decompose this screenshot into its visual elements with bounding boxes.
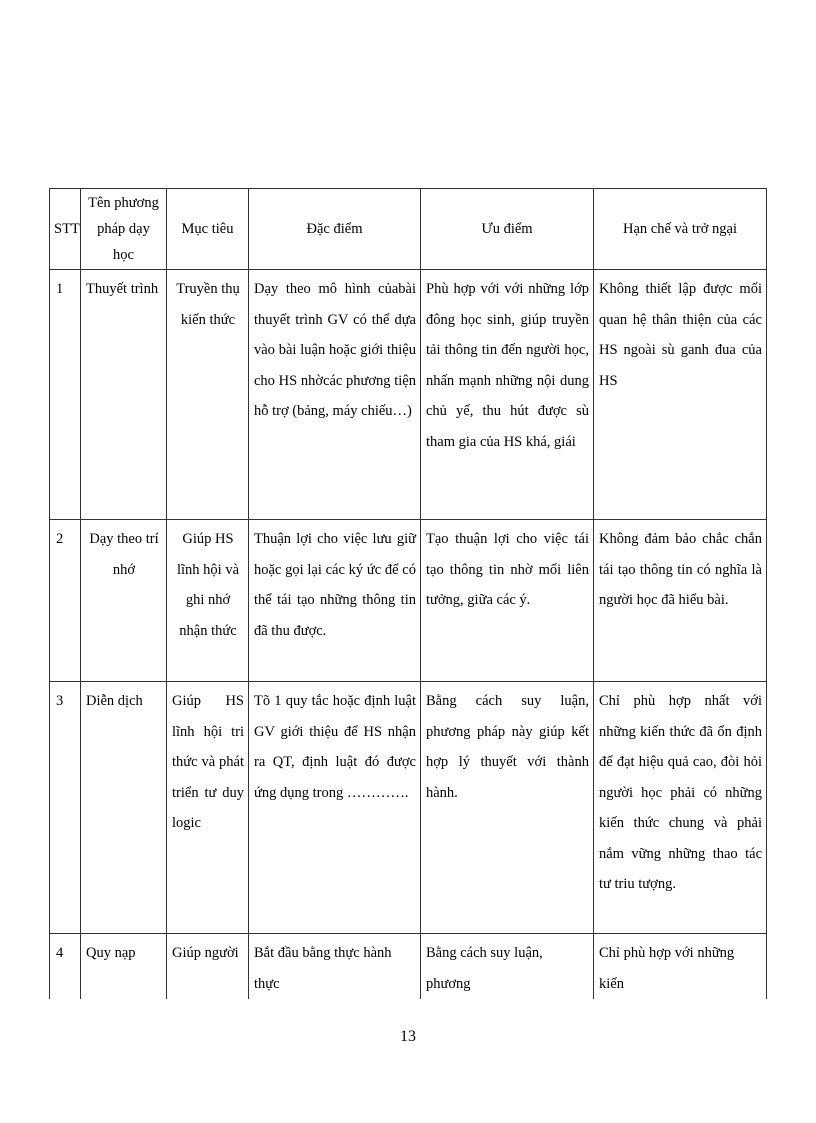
cell-goal: Truyền thụ kiến thức <box>167 270 249 520</box>
header-stt: STT <box>50 189 81 270</box>
table-row <box>50 270 767 520</box>
cell-method: Thuyết trình <box>81 270 167 520</box>
cell-features: Dạy theo mô hình củabài thuyết trình GV có thể dựa vào bài luận hoặc giới thiệu cho HS nhờcác phương tiện hỗ trợ (bảng, máy chiếu…) <box>249 270 421 520</box>
cell-limitations: Chỉ phù hợp nhất với những kiến thức đã ổn định để đạt hiệu quả cao, đòi hỏi người học phải có những kiến thức chung và phải nắm vững những thao tác tư triu tượng. <box>594 682 767 934</box>
header-advantages: Ưu điểm <box>421 189 594 270</box>
header-features: Đặc điểm <box>249 189 421 270</box>
cell-limitations: Không đảm bảo chắc chắn tái tạo thông tin có nghĩa là người học đã hiểu bài. <box>594 520 767 682</box>
cell-method: Dạy theo trí nhớ <box>81 520 167 682</box>
cell-stt: 3 <box>50 682 81 934</box>
cell-goal: Giúp HS lĩnh hội tri thức và phát triển tư duy logic <box>167 682 249 934</box>
cell-advantages: Bằng cách suy luận, phương <box>421 934 594 1000</box>
header-goal: Mục tiêu <box>167 189 249 270</box>
cell-advantages: Phù hợp với với những lớp đông học sinh, giúp truyền tải thông tin đến người học, nhấn mạnh những nội dung chủ yế, thu hút được sù tham gia của HS khá, giái <box>421 270 594 520</box>
methods-table-container <box>49 188 766 994</box>
cell-features: Tõ 1 quy tắc hoặc định luật GV giới thiệu để HS nhận ra QT, định luật đó được ứng dụng trong …………. <box>249 682 421 934</box>
header-method: Tên phương pháp dạy học <box>81 189 167 270</box>
table-row <box>50 520 767 682</box>
cell-stt: 1 <box>50 270 81 520</box>
cell-goal: Giúp HS lĩnh hội và ghi nhớ nhận thức <box>167 520 249 682</box>
cell-stt: 2 <box>50 520 81 682</box>
teaching-methods-table <box>49 188 767 999</box>
cell-advantages: Bằng cách suy luận, phương pháp này giúp kết hợp lý thuyết với thành hành. <box>421 682 594 934</box>
cell-stt: 4 <box>50 934 81 1000</box>
cell-goal: Giúp người <box>167 934 249 1000</box>
cell-features: Bắt đầu bằng thực hành thực <box>249 934 421 1000</box>
page-number: 13 <box>400 1028 416 1045</box>
cell-features: Thuận lợi cho việc lưu giữ hoặc gọi lại các ký ức để có thể tái tạo những thông tin đã thu được. <box>249 520 421 682</box>
cell-limitations: Không thiết lập được mối quan hệ thân thiện của các HS ngoài sù ganh đua của HS <box>594 270 767 520</box>
cell-limitations: Chỉ phù hợp với những kiến <box>594 934 767 1000</box>
header-row <box>50 189 767 270</box>
header-limitations: Hạn chế và trở ngại <box>594 189 767 270</box>
table-row <box>50 934 767 1000</box>
cell-method: Diễn dịch <box>81 682 167 934</box>
cell-method: Quy nạp <box>81 934 167 1000</box>
table-row <box>50 682 767 934</box>
cell-advantages: Tạo thuận lợi cho việc tái tạo thông tin nhờ mối liên tưởng, giữa các ý. <box>421 520 594 682</box>
